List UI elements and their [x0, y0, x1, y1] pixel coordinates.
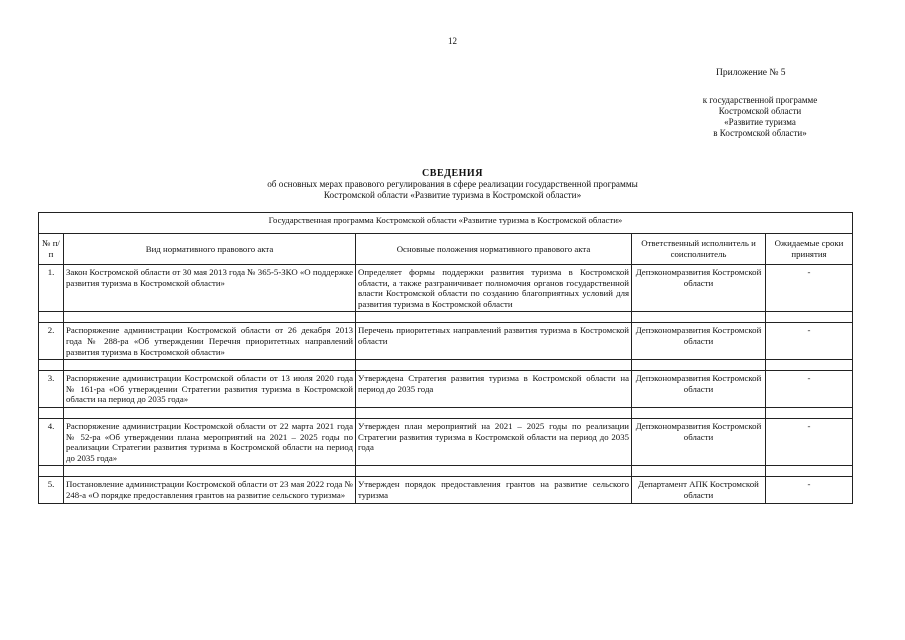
row-spacer: [39, 466, 853, 477]
row-executor: Депэкономразвития Костромской области: [632, 323, 766, 360]
row-act: Распоряжение администрации Костромской области от 22 марта 2021 года № 52-ра «Об утверждении плана мероприятий на 2021 – 2025 годы по реализации Стратегии развития туризма в Костромской области на период до 2035 года»: [64, 418, 356, 465]
row-num: 2.: [39, 323, 64, 360]
row-spacer: [39, 312, 853, 323]
row-provisions: Определяет формы поддержки развития туризма в Костромской области, а также разграничивает полномочия органов государственной власти Костромской области по созданию благоприятных условий для развития туризма в Костромской области: [356, 265, 632, 312]
row-provisions: Утверждена Стратегия развития туризма в Костромской области на период до 2035 года: [356, 371, 632, 408]
row-spacer: [39, 407, 853, 418]
program-title: Государственная программа Костромской области «Развитие туризма в Костромской области»: [39, 213, 853, 234]
appendix-line-4: в Костромской области»: [713, 128, 807, 138]
row-act: Распоряжение администрации Костромской области от 26 декабря 2013 года № 288-ра «Об утверждении Перечня приоритетных направлений развития туризма в Костромской области»: [64, 323, 356, 360]
appendix-reference: [660, 95, 860, 139]
document-title: СВЕДЕНИЯ: [422, 168, 483, 179]
row-deadline: -: [766, 371, 853, 408]
table-row: [39, 477, 853, 503]
document-subtitle-2: Костромской области «Развитие туризма в Костромской области»: [323, 190, 582, 200]
appendix-line-2: Костромской области: [718, 106, 802, 116]
row-provisions: Перечень приоритетных направлений развития туризма в Костромской области: [356, 323, 632, 360]
row-spacer: [39, 360, 853, 371]
row-act: Закон Костромской области от 30 мая 2013 года № 365-5-ЗКО «О поддержке развития туризма в Костромской области»: [64, 265, 356, 312]
row-num: 3.: [39, 371, 64, 408]
row-deadline: -: [766, 265, 853, 312]
row-num: 5.: [39, 477, 64, 503]
row-provisions: Утвержден план мероприятий на 2021 – 2025 годы по реализации Стратегии развития туризма в Костромской области на период до 2035 года: [356, 418, 632, 465]
header-deadline: Ожидаемые сроки принятия: [766, 234, 853, 265]
row-executor: Депэкономразвития Костромской области: [632, 418, 766, 465]
row-deadline: -: [766, 477, 853, 503]
row-num: 1.: [39, 265, 64, 312]
header-act: Вид нормативного правового акта: [64, 234, 356, 265]
page-number: 12: [448, 36, 457, 46]
document-subtitle-1: об основных мерах правового регулирования в сфере реализации государственной программы: [267, 179, 638, 189]
header-executor: Ответственный исполнитель и соисполнитель: [632, 234, 766, 265]
row-provisions: Утвержден порядок предоставления грантов на развитие сельского туризма: [356, 477, 632, 503]
measures-table: [38, 212, 853, 504]
row-act: Распоряжение администрации Костромской области от 13 июля 2020 года № 161-ра «Об утверждении Стратегии развития туризма в Костромской области на период до 2035 года»: [64, 371, 356, 408]
table-row: [39, 371, 853, 408]
row-executor: Депэкономразвития Костромской области: [632, 371, 766, 408]
row-num: 4.: [39, 418, 64, 465]
table-row: [39, 265, 853, 312]
row-act: Постановление администрации Костромской области от 23 мая 2022 года № 248-а «О порядке предоставления грантов на развитие сельского туризма»: [64, 477, 356, 503]
row-executor: Департамент АПК Костромской области: [632, 477, 766, 503]
row-deadline: -: [766, 323, 853, 360]
table-row: [39, 323, 853, 360]
program-title-row: [39, 213, 853, 234]
row-deadline: -: [766, 418, 853, 465]
row-executor: Депэкономразвития Костромской области: [632, 265, 766, 312]
appendix-title: Приложение № 5: [716, 68, 786, 78]
table-header-row: [39, 234, 853, 265]
header-provisions: Основные положения нормативного правового акта: [356, 234, 632, 265]
header-num: № п/п: [39, 234, 64, 265]
document-heading: [0, 168, 905, 201]
table-row: [39, 418, 853, 465]
appendix-line-3: «Развитие туризма: [724, 117, 796, 127]
appendix-line-1: к государственной программе: [702, 95, 818, 105]
